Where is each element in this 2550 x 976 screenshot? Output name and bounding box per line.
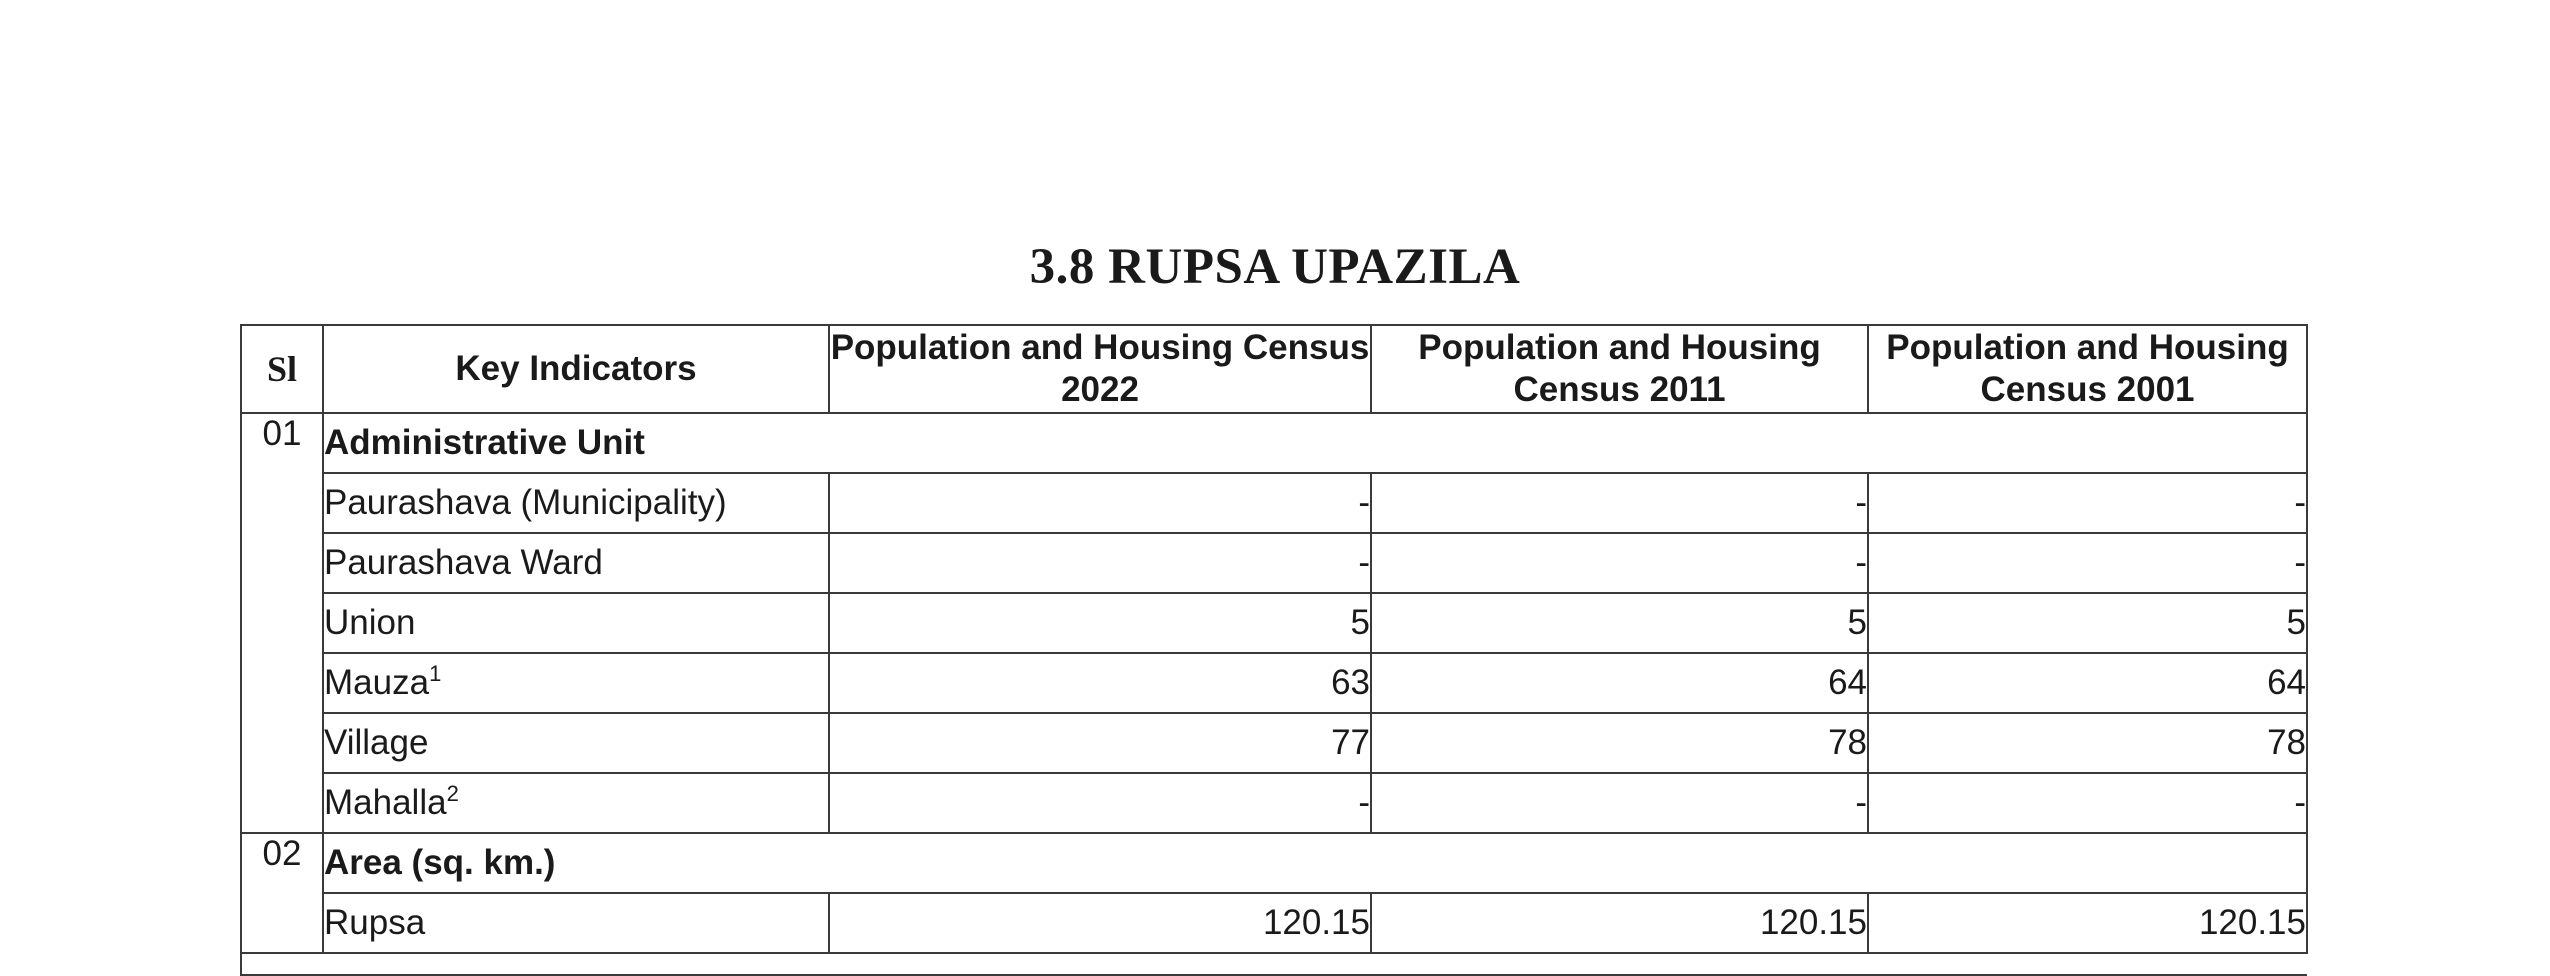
row-label: Union xyxy=(323,593,829,653)
header-census-2001: Population and Housing Census 2001 xyxy=(1868,325,2307,413)
header-census-2011: Population and Housing Census 2011 xyxy=(1371,325,1868,413)
row-label: Rupsa xyxy=(323,893,829,953)
value-2022: 5 xyxy=(829,593,1371,653)
table-row xyxy=(241,713,2307,773)
row-label: Mahalla$^2$ xyxy=(323,773,829,833)
value-2001: - xyxy=(1868,773,2307,833)
value-2022: 63 xyxy=(829,653,1371,713)
value-2011: 78 xyxy=(1371,713,1868,773)
footnote-marker: 2 xyxy=(446,781,459,806)
section-row xyxy=(241,833,2307,893)
value-2001: 78 xyxy=(1868,713,2307,773)
table-row xyxy=(241,893,2307,953)
header-census-2022: Population and Housing Census 2022 xyxy=(829,325,1371,413)
page-title: 3.8 RUPSA UPAZILA xyxy=(1029,239,1521,295)
value-2001: 64 xyxy=(1868,653,2307,713)
cutoff-cell xyxy=(241,953,2307,975)
table-row xyxy=(241,473,2307,533)
table-header-row xyxy=(241,325,2307,413)
sl-number: 02 xyxy=(241,833,323,953)
header-sl: Sl xyxy=(241,325,323,413)
sl-number: 01 xyxy=(241,413,323,833)
value-2001: 5 xyxy=(1868,593,2307,653)
value-2001: - xyxy=(1868,533,2307,593)
row-label: Paurashava (Municipality) xyxy=(323,473,829,533)
value-2011: - xyxy=(1371,473,1868,533)
value-2022: 120.15 xyxy=(829,893,1371,953)
value-2022: - xyxy=(829,473,1371,533)
section-row xyxy=(241,413,2307,473)
table-row xyxy=(241,593,2307,653)
section-heading: Area (sq. km.) xyxy=(323,833,2307,893)
value-2022: 77 xyxy=(829,713,1371,773)
row-label: Mauza$^1$ xyxy=(323,653,829,713)
row-label: Village xyxy=(323,713,829,773)
value-2011: - xyxy=(1371,773,1868,833)
value-2011: 120.15 xyxy=(1371,893,1868,953)
table-row xyxy=(241,533,2307,593)
table-row xyxy=(241,773,2307,833)
value-2011: - xyxy=(1371,533,1868,593)
row-label: Paurashava Ward xyxy=(323,533,829,593)
table-row xyxy=(241,653,2307,713)
header-key-indicators: Key Indicators xyxy=(323,325,829,413)
footnote-marker: 1 xyxy=(429,661,442,686)
value-2001: 120.15 xyxy=(1868,893,2307,953)
census-indicators-table xyxy=(240,324,2308,976)
value-2001: - xyxy=(1868,473,2307,533)
table-row-cutoff xyxy=(241,953,2307,975)
value-2011: 5 xyxy=(1371,593,1868,653)
value-2011: 64 xyxy=(1371,653,1868,713)
value-2022: - xyxy=(829,533,1371,593)
value-2022: - xyxy=(829,773,1371,833)
section-heading: Administrative Unit xyxy=(323,413,2307,473)
